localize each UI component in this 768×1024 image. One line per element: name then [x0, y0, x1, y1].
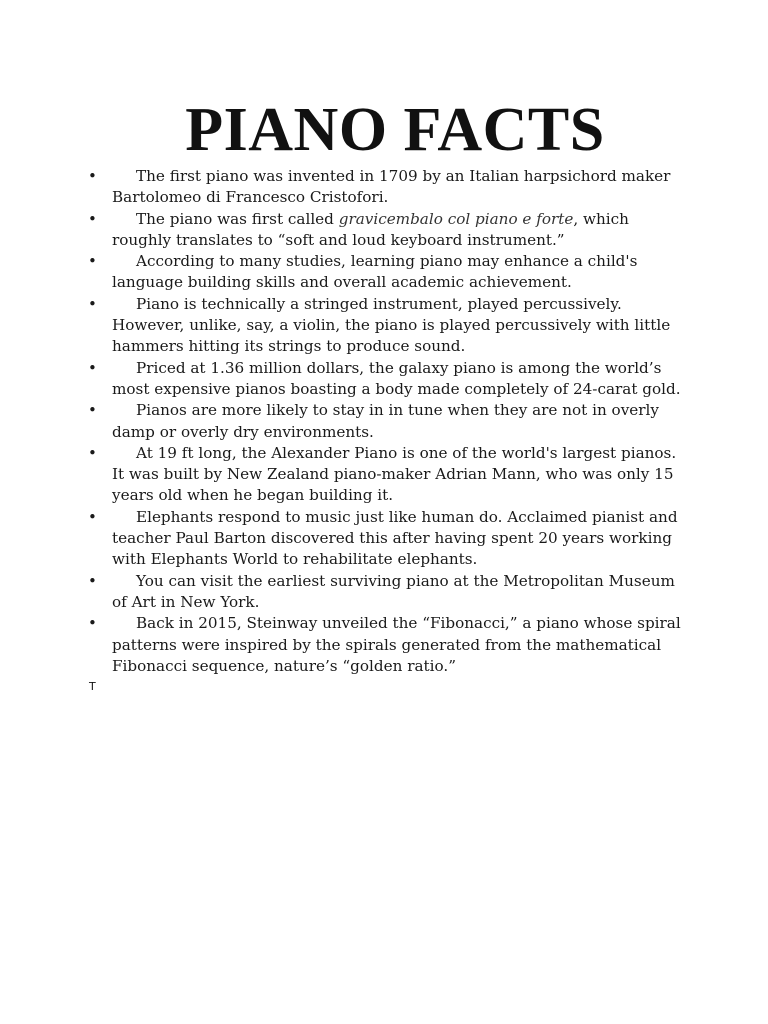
- fact-text: [112, 358, 688, 401]
- list-item: [0, 443, 768, 507]
- fact-text-part: At 19 ft long, the Alexander Piano is one of the world's largest pianos. It was built by New Zealand piano-maker Adrian Mann, who was only 15 years old when he began building it.: [112, 443, 677, 505]
- fact-text-part: The piano was first called: [136, 209, 339, 228]
- bullet-icon: •: [88, 571, 97, 590]
- list-item: [0, 571, 768, 614]
- fact-text-part: According to many studies, learning piano may enhance a child's language building skills and overall academic achievement.: [112, 252, 638, 292]
- list-item: [0, 294, 768, 358]
- page-title: PIANO FACTS: [185, 96, 605, 164]
- fact-text: [112, 571, 688, 614]
- fact-text: [112, 294, 688, 358]
- list-item: [0, 209, 768, 252]
- list-item: [0, 251, 768, 294]
- fact-text-part: , which roughly translates to “soft and loud keyboard instrument.”: [112, 209, 629, 249]
- bullet-icon: •: [88, 507, 97, 526]
- fact-text-part: Back in 2015, Steinway unveiled the “Fibonacci,” a piano whose spiral patterns were inspired by the spirals generated from the mathematical Fibonacci sequence, nature’s “golden ratio.”: [112, 614, 681, 675]
- fact-text: [112, 400, 688, 443]
- fact-text: [112, 443, 688, 507]
- bullet-icon: •: [88, 209, 97, 228]
- fact-text: [112, 507, 688, 571]
- bullet-icon: •: [88, 401, 97, 420]
- fact-text: [112, 166, 688, 209]
- fact-text-part: Pianos are more likely to stay in in tune when they are not in overly damp or overly dry environments.: [112, 401, 659, 441]
- fact-text-part: You can visit the earliest surviving piano at the Metropolitan Museum of Art in New York.: [112, 571, 675, 611]
- list-item: [0, 507, 768, 571]
- bullet-icon: •: [88, 358, 97, 377]
- bullet-icon: •: [88, 614, 97, 633]
- fact-text: [112, 251, 688, 294]
- bullet-icon: •: [88, 443, 97, 462]
- fact-emphasis: gravicembalo col piano e forte: [338, 209, 574, 228]
- list-item: [0, 400, 768, 443]
- fact-text: [112, 613, 688, 677]
- bullet-icon: •: [88, 167, 97, 185]
- trailing-mark: T: [89, 680, 96, 693]
- list-item: [0, 358, 768, 401]
- bullet-icon: •: [88, 252, 97, 271]
- list-item: [0, 613, 768, 677]
- fact-text-part: Elephants respond to music just like human do. Acclaimed pianist and teacher Paul Barton discovered this after having spent 20 years working with Elephants World to rehabilitate elephants.: [112, 507, 678, 569]
- list-item: [0, 166, 768, 209]
- fact-text-part: Priced at 1.36 million dollars, the galaxy piano is among the world’s most expensive pianos boasting a body made completely of 24-carat gold.: [112, 358, 681, 398]
- bullet-icon: •: [88, 294, 97, 313]
- fact-text-part: Piano is technically a stringed instrument, played percussively. However, unlike, say, a violin, the piano is played percussively with little hammers hitting its strings to produce sound.: [112, 294, 671, 356]
- fact-text: [112, 209, 688, 252]
- facts-list: [0, 166, 768, 677]
- fact-text-part: The first piano was invented in 1709 by an Italian harpsichord maker Bartolomeo di Francesco Cristofori.: [112, 167, 671, 207]
